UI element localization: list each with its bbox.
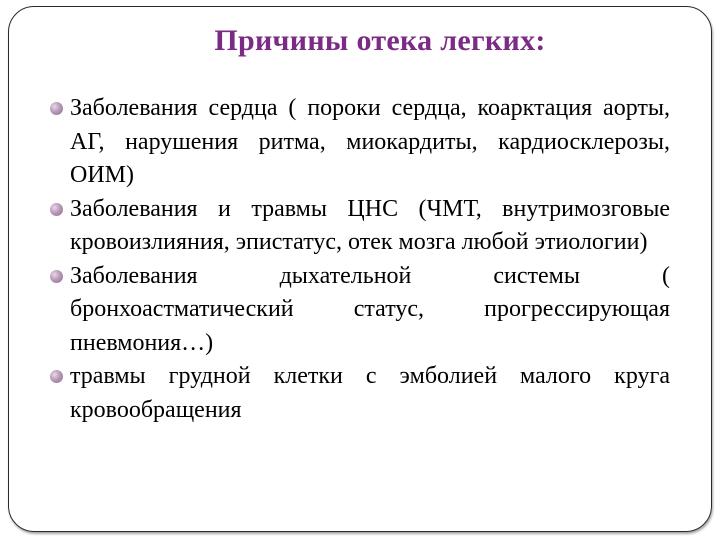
list-item-text: травмы грудной клетки с эмболией малого круга кровообращения (70, 363, 670, 423)
bullet-dot-icon (50, 203, 63, 216)
bullet-list (50, 92, 670, 427)
bullet-dot-icon (50, 370, 63, 383)
list-item (50, 360, 670, 427)
list-item-text: Заболевания сердца ( пороки сердца, коарктация аорты, АГ, нарушения ритма, миокардиты, кардиосклерозы, ОИМ) (70, 95, 670, 188)
list-item (50, 92, 670, 193)
list-item-text: Заболевания и травмы ЦНС (ЧМТ, внутримозговые кровоизлияния, эпистатус, отек мозга любой этиологии) (70, 195, 670, 255)
slide-title: Причины отека легких: (214, 24, 546, 57)
list-item (50, 193, 670, 260)
bullet-dot-icon (50, 270, 63, 283)
list-item (50, 260, 670, 361)
list-item-text: Заболевания дыхательной системы ( бронхоастматический статус, прогрессирующая пневмония…) (70, 262, 670, 356)
bullet-dot-icon (50, 102, 63, 115)
